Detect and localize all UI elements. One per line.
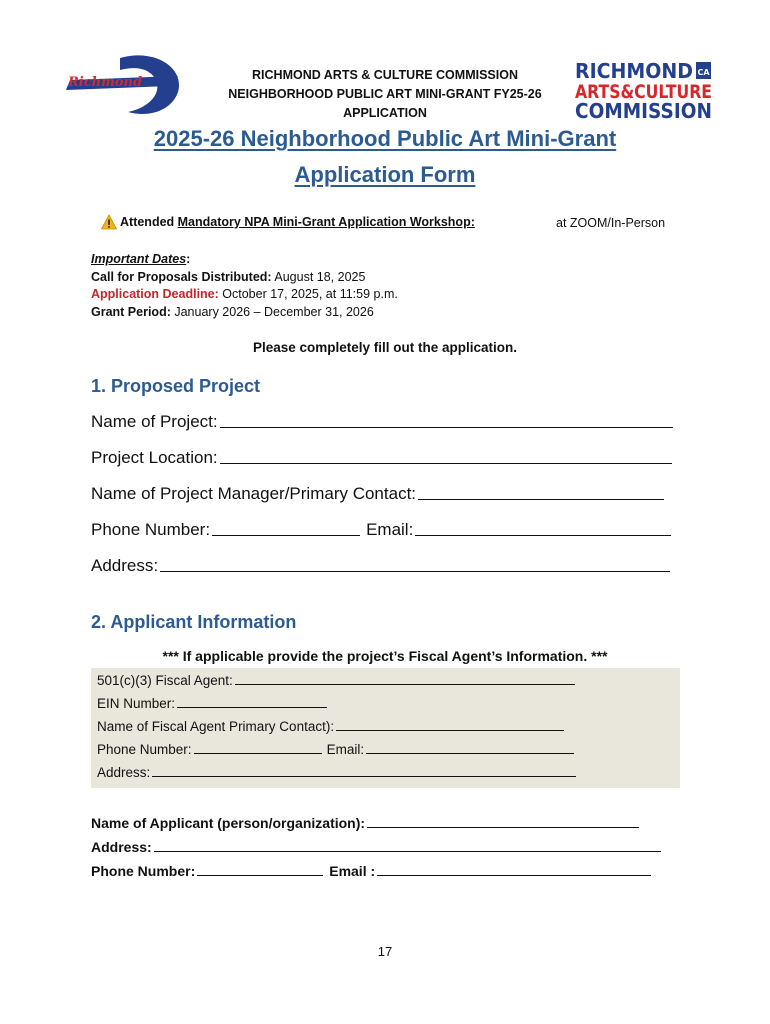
- ein-field[interactable]: [97, 696, 327, 711]
- fiscal-email-line[interactable]: [366, 752, 574, 754]
- applicant-address-field[interactable]: [91, 839, 661, 855]
- call-value: August 18, 2025: [271, 269, 366, 284]
- logo-line-2: ARTS&CULTURE: [575, 81, 712, 103]
- applicant-name-label: Name of Applicant (person/organization):: [91, 815, 366, 831]
- applicant-address-label: Address:: [91, 839, 152, 855]
- workshop-location: at ZOOM/In-Person: [556, 216, 666, 230]
- deadline-value: October 17, 2025, at 11:59 p.m.: [218, 287, 398, 301]
- page-number: 17: [377, 944, 393, 959]
- workshop-label: Mandatory NPA Mini-Grant Application Workshop:: [177, 215, 475, 229]
- logo-line-3: COMMISSION: [575, 99, 712, 123]
- important-dates: [91, 251, 398, 321]
- project-location-label: Project Location:: [91, 448, 218, 467]
- project-phone-email-field[interactable]: [91, 520, 671, 540]
- fiscal-agent-line[interactable]: [235, 683, 575, 685]
- header-line-2: NEIGHBORHOOD PUBLIC ART MINI-GRANT FY25-26: [228, 87, 542, 101]
- fiscal-contact-field[interactable]: [97, 719, 564, 734]
- project-manager-field[interactable]: [91, 484, 664, 504]
- applicant-name-line[interactable]: [367, 826, 639, 828]
- project-address-field[interactable]: [91, 556, 670, 576]
- header-text: [200, 66, 570, 123]
- call-label: Call for Proposals Distributed:: [91, 269, 272, 284]
- fiscal-phone-email-field[interactable]: [97, 742, 574, 757]
- logo-line-1: RICHMOND: [575, 59, 693, 83]
- project-address-line[interactable]: [160, 570, 670, 572]
- richmond-city-logo: [60, 50, 185, 120]
- instruction: Please completely fill out the application.: [252, 340, 518, 355]
- project-manager-line[interactable]: [418, 498, 664, 500]
- applicant-phone-email-field[interactable]: [91, 863, 651, 879]
- richmond-logo-text: Richmond: [68, 75, 143, 90]
- workshop-prefix: Attended: [120, 215, 178, 229]
- fiscal-contact-label: Name of Fiscal Agent Primary Contact):: [97, 719, 335, 734]
- dates-heading: Important Dates: [91, 252, 187, 266]
- project-manager-label: Name of Project Manager/Primary Contact:: [91, 484, 417, 503]
- period-label: Grant Period:: [91, 304, 171, 319]
- section-2-title: 2. Applicant Information: [91, 612, 297, 632]
- section-1-title: 1. Proposed Project: [91, 376, 261, 396]
- project-phone-label: Phone Number:: [91, 520, 211, 539]
- project-location-line[interactable]: [220, 462, 672, 464]
- applicant-name-field[interactable]: [91, 815, 639, 831]
- fiscal-phone-label: Phone Number:: [97, 742, 192, 757]
- fiscal-contact-line[interactable]: [336, 729, 564, 731]
- ein-label: EIN Number:: [97, 696, 176, 711]
- fiscal-address-field[interactable]: [97, 765, 576, 780]
- dates-heading-colon: :: [186, 252, 191, 266]
- deadline-label: Application Deadline:: [91, 287, 219, 301]
- logo-badge: CA: [697, 68, 710, 77]
- project-email-line[interactable]: [415, 534, 671, 536]
- applicant-email-label: Email :: [329, 863, 376, 879]
- applicant-phone-line[interactable]: [197, 874, 323, 876]
- fiscal-agent-label: 501(c)(3) Fiscal Agent:: [97, 673, 233, 688]
- project-email-label: Email:: [366, 520, 414, 539]
- project-phone-line[interactable]: [212, 534, 360, 536]
- project-address-label: Address:: [91, 556, 159, 575]
- project-name-label: Name of Project:: [91, 412, 218, 431]
- fiscal-phone-line[interactable]: [194, 752, 322, 754]
- ein-line[interactable]: [177, 706, 327, 708]
- fiscal-address-line[interactable]: [152, 775, 576, 777]
- applicant-phone-label: Phone Number:: [91, 863, 196, 879]
- applicant-email-line[interactable]: [377, 874, 651, 876]
- workshop-attendance: [101, 214, 475, 230]
- arts-culture-commission-logo: [575, 58, 715, 123]
- header-line-1: RICHMOND ARTS & CULTURE COMMISSION: [252, 68, 518, 82]
- fiscal-agent-field[interactable]: [97, 673, 575, 688]
- form-title-line-2: Application Form: [294, 162, 476, 187]
- warning-icon: [101, 214, 117, 230]
- project-name-line[interactable]: [220, 426, 673, 428]
- project-name-field[interactable]: [91, 412, 673, 432]
- period-value: January 2026 – December 31, 2026: [170, 304, 374, 319]
- fiscal-address-label: Address:: [97, 765, 151, 780]
- form-title-line-1: 2025-26 Neighborhood Public Art Mini-Grant: [153, 126, 617, 151]
- fiscal-email-label: Email:: [326, 742, 365, 757]
- header-line-3: APPLICATION: [343, 106, 427, 120]
- fiscal-agent-note: *** If applicable provide the project’s Fiscal Agent’s Information. ***: [162, 648, 608, 664]
- project-location-field[interactable]: [91, 448, 672, 468]
- applicant-address-line[interactable]: [154, 850, 661, 852]
